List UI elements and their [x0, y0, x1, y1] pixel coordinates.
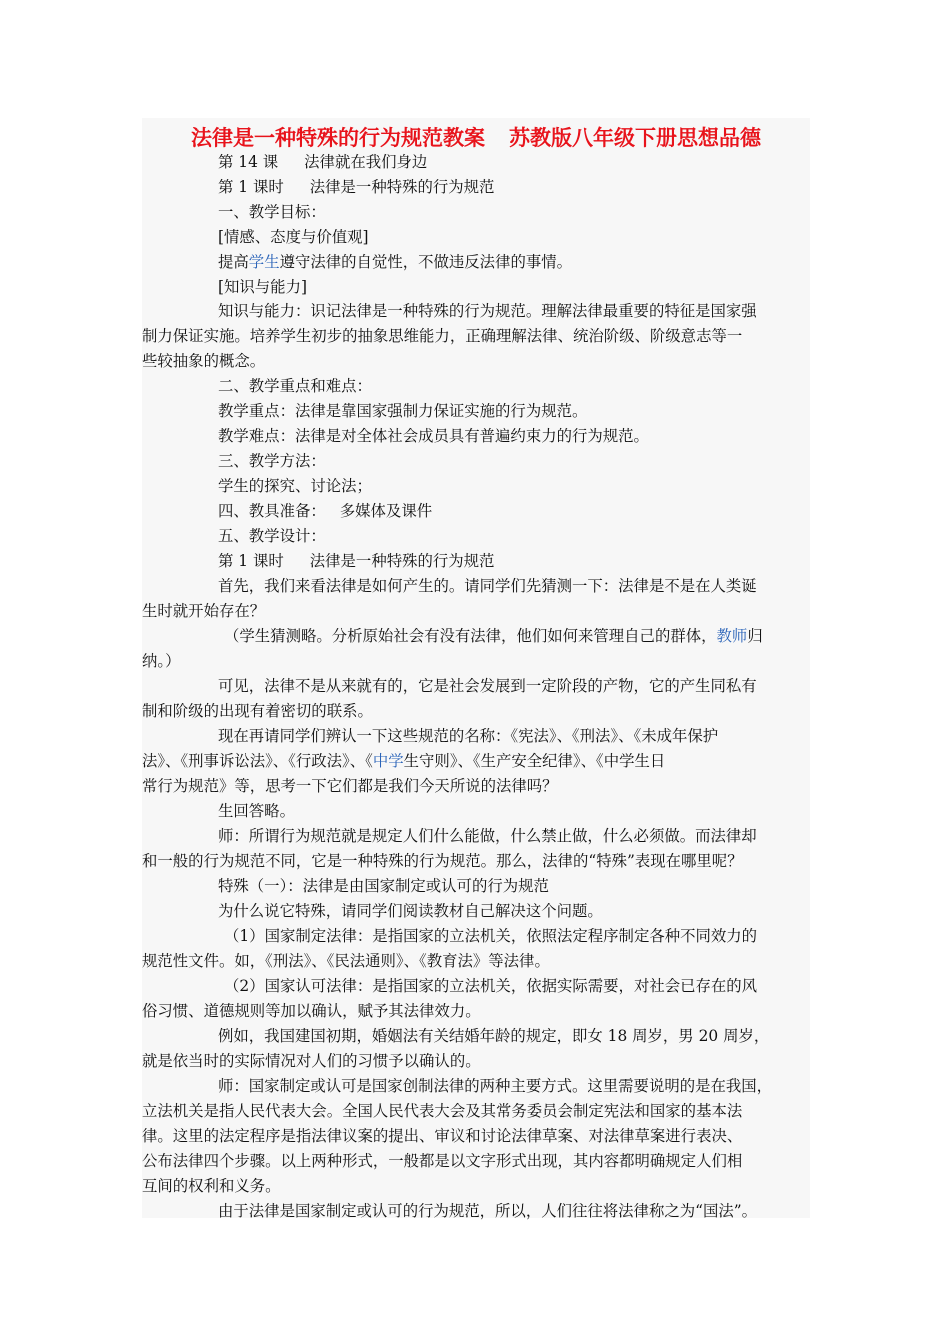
visible-paragraph: 可见，法律不是从来就有的，它是社会发展到一定阶段的产物，它的产生同私有	[218, 677, 757, 695]
teacher2-paragraph: 公布法律四个步骤。以上两种形式，一般都是以文字形式出现，其内容都明确规定人们相	[142, 1152, 743, 1170]
teacher2-paragraph: 师：国家制定或认可是国家创制法律的两种主要方式。这里需要说明的是在我国，	[218, 1077, 773, 1095]
teacher2-paragraph: 立法机关是指人民代表大会。全国人民代表大会及其常务委员会制定宪法和国家的基本法	[142, 1102, 743, 1120]
objectives-heading: 一、教学目标：	[218, 203, 326, 221]
lesson-line	[218, 150, 427, 174]
emotion-text: 提高学生遵守法律的自觉性，不做违反法律的事情。	[218, 253, 573, 271]
knowledge-heading: [知识与能力]	[218, 278, 307, 296]
lesson-number: 第 14 课	[218, 153, 279, 171]
teacher-paragraph: 师：所谓行为规范就是规定人们什么能做，什么禁止做，什么必须做。而法律却	[218, 827, 757, 845]
made-law-paragraph: 规范性文件。如，《刑法》、《民法通则》、《教育法》等法律。	[142, 952, 550, 970]
tools-label: 四、教具准备：	[218, 502, 326, 520]
design-heading: 五、教学设计：	[218, 527, 326, 545]
intro-paragraph: 生时就开始存在？	[142, 602, 266, 620]
example-paragraph: 就是依当时的实际情况对人们的习惯予以确认的。	[142, 1052, 481, 1070]
identify-paragraph: 常行为规范》等，思考一下它们都是我们今天所说的法律吗？	[142, 777, 558, 795]
difficulty-point: 教学难点：法律是对全体社会成员具有普遍约束力的行为规范。	[218, 427, 649, 445]
knowledge-paragraph: 些较抽象的概念。	[142, 352, 266, 370]
title-main: 法律是一种特殊的行为规范教案	[191, 125, 485, 150]
document-title	[142, 122, 810, 152]
knowledge-paragraph: 知识与能力：识记法律是一种特殊的行为规范。理解法律最重要的特征是国家强	[218, 302, 757, 320]
guess-paragraph: （学生猜测略。分析原始社会有没有法律，他们如何来管理自己的群体，教师归	[224, 627, 763, 645]
lesson-name: 法律就在我们身边	[304, 153, 428, 171]
knowledge-paragraph: 制力保证实施。培养学生初步的抽象思维能力，正确理解法律、统治阶级、阶级意志等一	[142, 327, 743, 345]
key-point: 教学重点：法律是靠国家强制力保证实施的行为规范。	[218, 402, 588, 420]
method-heading: 三、教学方法：	[218, 452, 326, 470]
guess-paragraph: 纳。）	[142, 652, 181, 670]
teacher-link[interactable]: 教师	[716, 627, 748, 645]
emotion-heading: [情感、态度与价值观]	[218, 228, 369, 246]
example-paragraph: 例如，我国建国初期，婚姻法有关结婚年龄的规定，即女 18 周岁，男 20 周岁，	[218, 1027, 770, 1045]
special-one-heading: 特殊（一）：法律是由国家制定或认可的行为规范	[218, 877, 549, 895]
method-text: 学生的探究、讨论法；	[218, 477, 372, 495]
identify-paragraph: 现在再请同学们辨认一下这些规范的名称：《宪法》、《刑法》、《未成年保护	[218, 727, 719, 745]
middle-school-link[interactable]: 中学	[372, 752, 404, 770]
teacher-paragraph: 和一般的行为规范不同，它是一种特殊的行为规范。那么，法律的“特殊”表现在哪里呢？	[142, 852, 743, 870]
session-line-2: 第 1 课时 法律是一种特殊的行为规范	[218, 552, 495, 570]
student-answer: 生回答略。	[218, 802, 295, 820]
final-paragraph: 由于法律是国家制定或认可的行为规范，所以，人们往往将法律称之为“国法”。	[218, 1202, 758, 1220]
session-number: 第 1 课时	[218, 178, 284, 196]
made-law-paragraph: （1）国家制定法律：是指国家的立法机关，依照法定程序制定各种不同效力的	[224, 927, 758, 945]
recognized-law-paragraph: 俗习惯、道德规则等加以确认，赋予其法律效力。	[142, 1002, 481, 1020]
intro-paragraph: 首先，我们来看法律是如何产生的。请同学们先猜测一下：法律是不是在人类诞	[218, 577, 757, 595]
document-body	[142, 118, 810, 1218]
teacher2-paragraph: 律。这里的法定程序是指法律议案的提出、审议和讨论法律草案、对法律草案进行表决、	[142, 1127, 743, 1145]
title-subtitle: 苏教版八年级下册思想品德	[509, 125, 761, 150]
student-link[interactable]: 学生	[248, 253, 280, 271]
recognized-law-paragraph: （2）国家认可法律：是指国家的立法机关，依据实际需要，对社会已存在的风	[224, 977, 758, 995]
visible-paragraph: 制和阶级的出现有着密切的联系。	[142, 702, 373, 720]
tools-line	[218, 499, 432, 523]
session-line	[218, 175, 494, 199]
why-paragraph: 为什么说它特殊，请同学们阅读教材自己解决这个问题。	[218, 902, 603, 920]
tools-value: 多媒体及课件	[339, 502, 433, 520]
identify-paragraph: 法》、《刑事诉讼法》、《行政法》、《中学生守则》、《生产安全纪律》、《中学生日	[142, 752, 666, 770]
teacher2-paragraph: 互间的权利和义务。	[142, 1177, 281, 1195]
keypoints-heading: 二、教学重点和难点：	[218, 377, 372, 395]
session-name: 法律是一种特殊的行为规范	[309, 178, 495, 196]
